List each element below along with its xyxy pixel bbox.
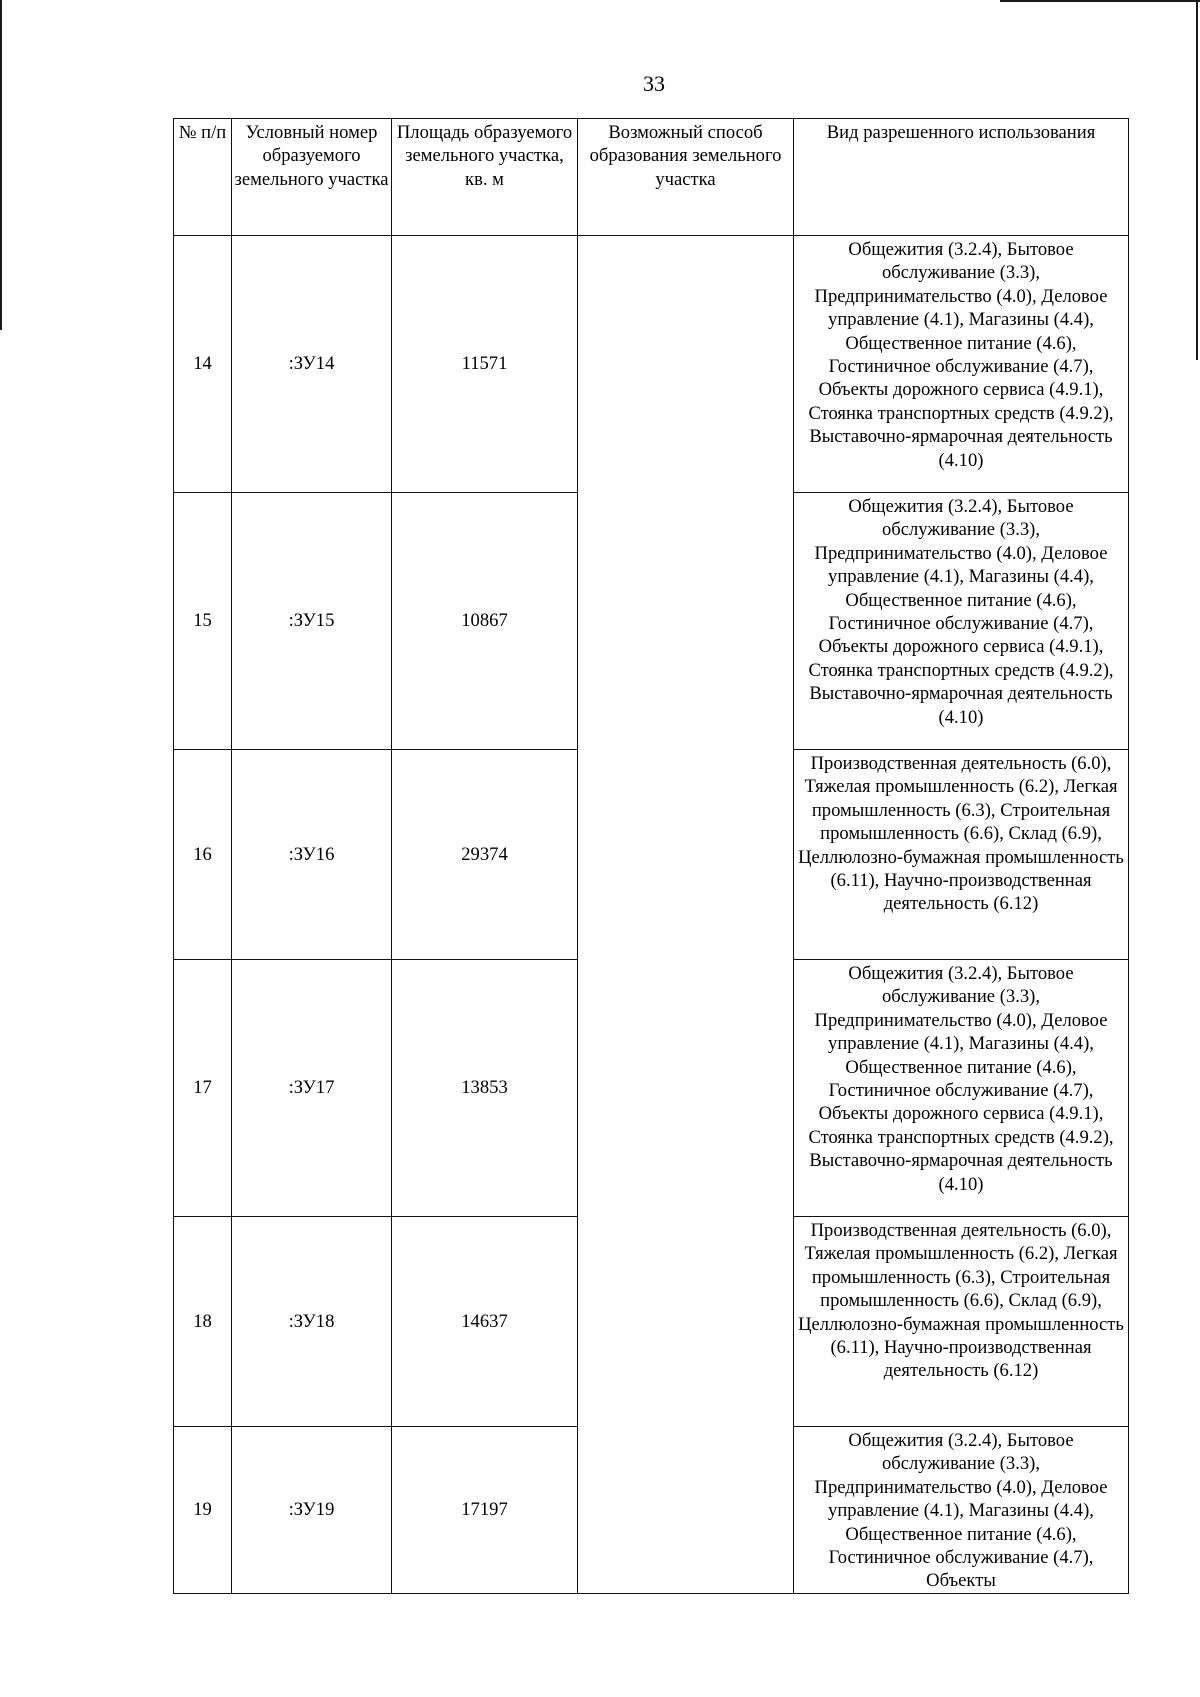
- header-plot-number: Условный номер образуемого земельного участка: [232, 119, 392, 236]
- cell-no: 18: [174, 1217, 232, 1427]
- land-plots-table: [173, 118, 1129, 1594]
- cell-use: Общежития (3.2.4), Бытовое обслуживание (3.3), Предпринимательство (4.0), Деловое управление (4.1), Магазины (4.4), Общественное питание (4.6), Гостиничное обслуживание (4.7), Объекты: [794, 1427, 1129, 1594]
- cell-area: 17197: [392, 1427, 578, 1594]
- scan-edge-right: [1196, 0, 1198, 360]
- cell-use: Общежития (3.2.4), Бытовое обслуживание (3.3), Предпринимательство (4.0), Деловое управление (4.1), Магазины (4.4), Общественное питание (4.6), Гостиничное обслуживание (4.7), Объекты дорожного сервиса (4.9.1), Стоянка транспортных средств (4.9.2), Выставочно-ярмарочная деятельность (4.10): [794, 960, 1129, 1217]
- cell-area: 14637: [392, 1217, 578, 1427]
- cell-no: 14: [174, 236, 232, 493]
- header-use: Вид разрешенного использования: [794, 119, 1129, 236]
- header-no: № п/п: [174, 119, 232, 236]
- cell-use: Общежития (3.2.4), Бытовое обслуживание (3.3), Предпринимательство (4.0), Деловое управление (4.1), Магазины (4.4), Общественное питание (4.6), Гостиничное обслуживание (4.7), Объекты дорожного сервиса (4.9.1), Стоянка транспортных средств (4.9.2), Выставочно-ярмарочная деятельность (4.10): [794, 493, 1129, 750]
- cell-plot-number: :ЗУ18: [232, 1217, 392, 1427]
- page-number: 33: [643, 71, 665, 96]
- cell-no: 15: [174, 493, 232, 750]
- cell-no: 19: [174, 1427, 232, 1594]
- cell-plot-number: :ЗУ19: [232, 1427, 392, 1594]
- cell-plot-number: :ЗУ16: [232, 750, 392, 960]
- cell-method: [578, 236, 794, 1594]
- cell-use: Производственная деятельность (6.0), Тяжелая промышленность (6.2), Легкая промышленность (6.3), Строительная промышленность (6.6), Склад (6.9), Целлюлозно-бумажная промышленность (6.11), Научно-производственная деятельность (6.12): [794, 750, 1129, 960]
- scan-edge-top: [1000, 0, 1200, 2]
- cell-no: 17: [174, 960, 232, 1217]
- cell-area: 13853: [392, 960, 578, 1217]
- cell-area: 11571: [392, 236, 578, 493]
- cell-use: Общежития (3.2.4), Бытовое обслуживание (3.3), Предпринимательство (4.0), Деловое управление (4.1), Магазины (4.4), Общественное питание (4.6), Гостиничное обслуживание (4.7), Объекты дорожного сервиса (4.9.1), Стоянка транспортных средств (4.9.2), Выставочно-ярмарочная деятельность (4.10): [794, 236, 1129, 493]
- cell-plot-number: :ЗУ14: [232, 236, 392, 493]
- cell-no: 16: [174, 750, 232, 960]
- cell-plot-number: :ЗУ15: [232, 493, 392, 750]
- table-row: [174, 236, 1129, 493]
- cell-area: 10867: [392, 493, 578, 750]
- header-method: Возможный способ образования земельного участка: [578, 119, 794, 236]
- cell-area: 29374: [392, 750, 578, 960]
- scan-edge-left: [0, 0, 2, 330]
- table-header-row: [174, 119, 1129, 236]
- cell-use: Производственная деятельность (6.0), Тяжелая промышленность (6.2), Легкая промышленность (6.3), Строительная промышленность (6.6), Склад (6.9), Целлюлозно-бумажная промышленность (6.11), Научно-производственная деятельность (6.12): [794, 1217, 1129, 1427]
- cell-plot-number: :ЗУ17: [232, 960, 392, 1217]
- header-area: Площадь образуемого земельного участка, кв. м: [392, 119, 578, 236]
